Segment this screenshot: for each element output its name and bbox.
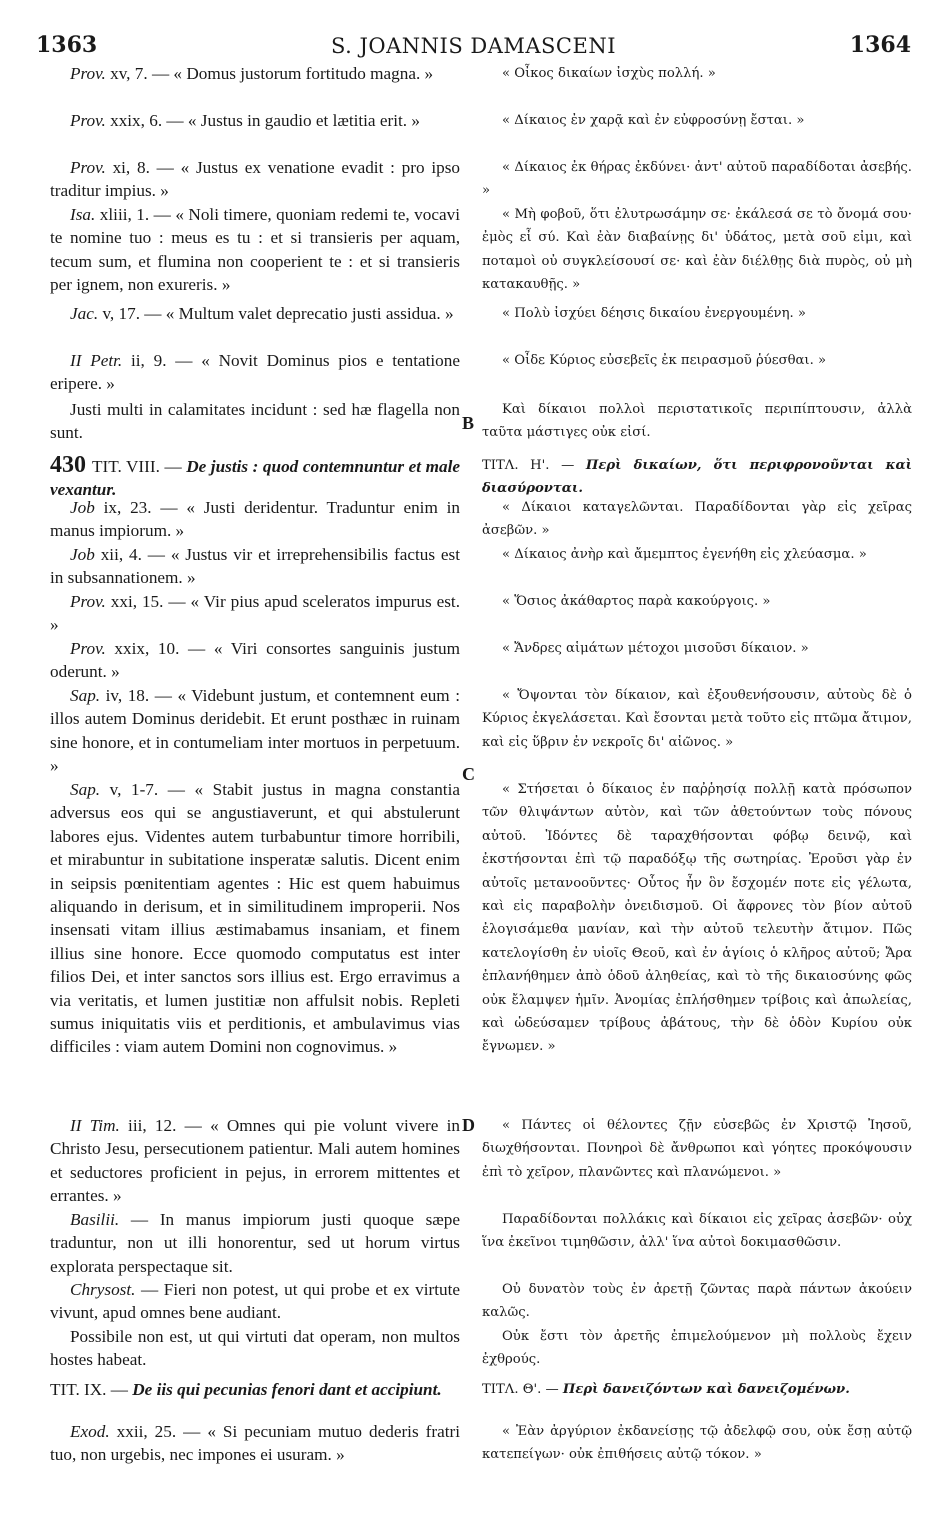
latin-entry: Prov. xi, 8. — « Justus ex venatione evadit : pro ipso traditur impius. » (50, 158, 460, 201)
latin-entry: Sap. iv, 18. — « Videbunt justum, et contemnent eum : illos autem Dominus deridebit. Et erunt posthæc in ruinam sine honore, et in contumeliam inter mortuos in perpetuum. » (50, 686, 460, 776)
running-head-title: S. JOANNIS DAMASCENI (330, 34, 617, 58)
greek-entry: « Μὴ φοβοῦ, ὅτι ἐλυτρωσάμην σε· ἐκάλεσά σε τὸ ὄνομά σου· ἐμὸς εἶ σύ. Καὶ ἐὰν διαβαίνῃς δι' ὑδάτος, μετὰ σοῦ εἰμι, καὶ ποταμοὶ οὐ συγκλείσουσί σε· καὶ ἐὰν διέλθῃς διὰ πυρὸς, οὐ μὴ κατακαυθῇς. » (482, 207, 912, 293)
latin-entry: Prov. xxi, 15. — « Vir pius apud sceleratos impurus est. » (50, 592, 460, 635)
latin-entry: II Petr. ii, 9. — « Novit Dominus pios e tentatione eripere. » (50, 351, 460, 394)
latin-entry: Prov. xxix, 6. — « Justus in gaudio et lætitia erit. » (70, 111, 420, 130)
latin-entry: Prov. xv, 7. — « Domus justorum fortitudo magna. » (70, 64, 434, 83)
margin-letter-b: B (462, 413, 475, 433)
greek-entry: « Οἶδε Κύριος εὐσεβεῖς ἐκ πειρασμοῦ ῥύεσθαι. » (502, 353, 827, 368)
greek-entry: « Ἄνδρες αἱμάτων μέτοχοι μισοῦσι δίκαιον. » (502, 641, 809, 656)
latin-entry: Job xii, 4. — « Justus vir et irreprehensibilis factus est in subsannationem. » (50, 545, 460, 588)
greek-section-title-ix: ΤΙΤΛ. Θ'. — Περὶ δανειζόντων καὶ δανειζομένων. (482, 1382, 850, 1397)
latin-column (50, 62, 460, 1502)
greek-entry: Καὶ δίκαιοι πολλοὶ περιστατικοῖς περιπίπτουσιν, ἀλλὰ ταῦτα μάστιγες οὐκ εἰσί. (482, 402, 912, 441)
latin-entry: Chrysost. — Fieri non potest, ut qui probe et ex virtute vivunt, apud omnes bene audiant. (50, 1280, 460, 1323)
latin-entry: II Tim. iii, 12. — « Omnes qui pie volunt vivere in Christo Jesu, persecutionem patientur. Mali autem homines et seductores proficient in pejus, in errorem mittentes et errantes. » (50, 1116, 460, 1206)
greek-entry: Οὐ δυνατὸν τοὺς ἐν ἀρετῇ ζῶντας παρὰ πάντων ἀκούειν καλῶς. (482, 1282, 912, 1321)
latin-entry: Jac. v, 17. — « Multum valet deprecatio justi assidua. » (70, 304, 454, 323)
section-title-viii: 430 TIT. VIII. — De justis : quod contemnuntur et male vexantur. (50, 452, 460, 500)
margin-letter-d: D (462, 1115, 475, 1135)
greek-entry: Παραδίδονται πολλάκις καὶ δίκαιοι εἰς χεῖρας ἀσεβῶν· οὐχ ἵνα ἐκεῖνοι τιμηθῶσιν, ἀλλ' ἵνα αὐτοὶ δοκιμασθῶσιν. (482, 1212, 912, 1251)
greek-entry: « Πάντες οἱ θέλοντες ζῇν εὐσεβῶς ἐν Χριστῷ Ἰησοῦ, διωχθήσονται. Πονηροὶ δὲ ἄνθρωποι καὶ γόητες προκόψουσιν ἐπὶ τὸ χεῖρον, πλανῶντες καὶ πλανώμενοι. » (482, 1118, 912, 1180)
page-number-left: 1363 (36, 32, 98, 58)
latin-entry: Job ix, 23. — « Justi deridentur. Traduntur enim in manus impiorum. » (50, 498, 460, 541)
section-title-ix: TIT. IX. — De iis qui pecunias fenori dant et accipiunt. (50, 1380, 442, 1399)
latin-entry: Sap. v, 1-7. — « Stabit justus in magna constantia adversus eos qui se angustiaverunt, et qui abstulerunt labores ejus. Videntes autem turbabuntur timore horribili, et mirabuntur in subitatione insperatæ salutis. Dicent enim in seipsis pœnitentiam agentes : Hic est quem habuimus aliquando in derisum, et in similitudinem improperii. Nos insensati vitam illius æstimabamus insaniam, et finem illius sine honore. Ecce quomodo computatus est inter filios Dei, et inter sanctos sors illius est. Ergo erravimus a via veritatis, et lumen justitiæ non affulsit nobis. Repleti sumus iniquitatis viis et perditionis, et ambulavimus vias difficiles : viam autem Domini non cognovimus. » (50, 780, 460, 1057)
greek-entry: « Δίκαιος ἐκ θήρας ἐκδύνει· ἀντ' αὐτοῦ παραδίδοται ἀσεβής. » (482, 160, 912, 199)
latin-entry: Basilii. — In manus impiorum justi quoque sæpe traduntur, non ut illi honorentur, sed ut horum virtus explorata perspectaque sit. (50, 1210, 460, 1276)
greek-entry: « Ἐὰν ἀργύριον ἐκδανείσῃς τῷ ἀδελφῷ σου, οὐκ ἔσῃ αὐτῷ κατεπείγων· οὐκ ἐπιθήσεις αὐτῷ τόκον. » (482, 1424, 912, 1463)
greek-column (482, 62, 912, 1502)
running-header (36, 32, 911, 62)
latin-entry: Exod. xxii, 25. — « Si pecuniam mutuo dederis fratri tuo, non urgebis, nec impones ei usuram. » (50, 1422, 460, 1465)
latin-entry: Isa. xliii, 1. — « Noli timere, quoniam redemi te, vocavi te nomine tuo : meus es tu : et si transieris per aquam, tecum sum, et flumina non cooperient te : et si transieris per ignem, non exureris. » (50, 205, 460, 295)
greek-entry: « Πολὺ ἰσχύει δέησις δικαίου ἐνεργουμένη. » (502, 306, 806, 321)
greek-entry: « Δίκαιοι καταγελῶνται. Παραδίδονται γὰρ εἰς χεῖρας ἀσεβῶν. » (482, 500, 912, 539)
latin-entry: Possibile non est, ut qui virtuti dat operam, non multos hostes habeat. (50, 1327, 460, 1370)
greek-entry: « Δίκαιος ἀνὴρ καὶ ἄμεμπτος ἐγενήθη εἰς χλεύασμα. » (502, 547, 867, 562)
greek-entry: « Δίκαιος ἐν χαρᾷ καὶ ἐν εὐφροσύνῃ ἔσται. » (502, 113, 805, 128)
column-number: 430 (50, 452, 86, 478)
page-number-right: 1364 (849, 32, 911, 58)
latin-entry: Prov. xxix, 10. — « Viri consortes sanguinis justum oderunt. » (50, 639, 460, 682)
greek-entry: « Ὄψονται τὸν δίκαιον, καὶ ἐξουθενήσουσιν, αὐτοὺς δὲ ὁ Κύριος ἐκγελάσεται. Καὶ ἔσονται μετὰ τοῦτο εἰς πτῶμα ἄτιμον, καὶ εἰς ὕβριν ἐν νεκροῖς δι' αἰῶνος. » (482, 688, 912, 750)
greek-entry: « Ὅσιος ἀκάθαρτος παρὰ κακούργοις. » (502, 594, 771, 609)
greek-entry: Οὐκ ἔστι τὸν ἀρετῆς ἐπιμελούμενον μὴ πολλοὺς ἔχειν ἐχθρούς. (482, 1329, 912, 1368)
greek-section-title-viii: ΤΙΤΛ. Η'. — Περὶ δικαίων, ὅτι περιφρονοῦνται καὶ διασύρονται. (482, 458, 912, 497)
greek-entry: « Οἶκος δικαίων ἰσχὺς πολλή. » (502, 66, 716, 81)
margin-letter-c: C (462, 764, 475, 784)
greek-entry: « Στήσεται ὁ δίκαιος ἐν παῤῥησίᾳ πολλῇ κατὰ πρόσωπον τῶν θλιψάντων αὐτὸν, καὶ τῶν ἀθετούντων τοὺς πόνους αὐτοῦ. Ἰδόντες δὲ ταραχθήσονται φόβῳ δεινῷ, καὶ ἐκστήσονται ἐπὶ τῷ παραδόξῳ τῆς σωτηρίας. Ἐροῦσι γὰρ ἐν αὐτοῖς μετανοοῦντες· Οὗτος ἦν ὃν ἔσχομέν ποτε εἰς γέλωτα, καὶ εἰς παραβολὴν ὀνειδισμοῦ. Οἱ ἄφρονες τὸν βίον αὐτοῦ ἐλογισάμεθα μανίαν, καὶ τὴν αὐτοῦ τελευτὴν ἄτιμον. Πῶς κατελογίσθη ἐν υἱοῖς Θεοῦ, καὶ ἐν ἁγίοις ὁ κλῆρος αὐτοῦ; Ἄρα ἐπλανήθημεν ἀπὸ ὁδοῦ ἀληθείας, καὶ τὸ τῆς δικαιοσύνης φῶς οὐκ ἔλαμψεν ἡμῖν. Ἀνομίας ἐπλήσθημεν τρίβοις καὶ ἀπωλείας, καὶ ὡδεύσαμεν τρίβους ἀβάτους, τὴν δὲ ὁδὸν Κυρίου οὐκ ἔγνωμεν. » (482, 782, 912, 1055)
latin-entry: Justi multi in calamitates incidunt : sed hæ flagella non sunt. (50, 400, 460, 443)
